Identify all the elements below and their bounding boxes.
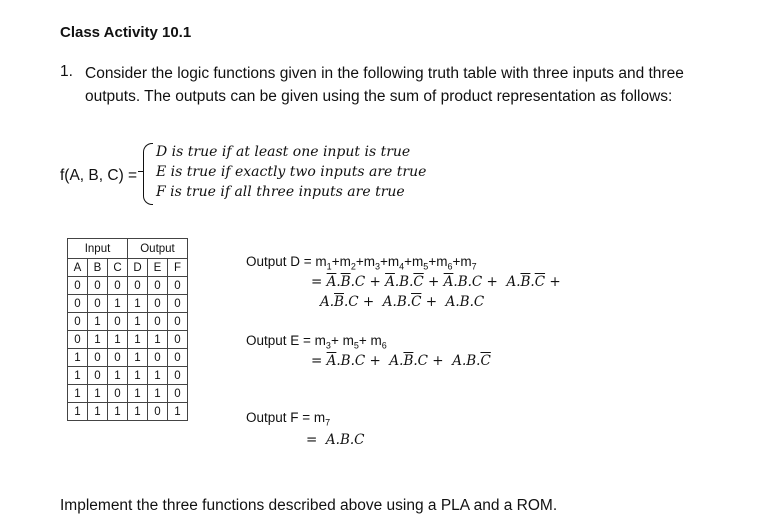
table-cell: 1	[148, 331, 168, 349]
table-cell: 0	[148, 277, 168, 295]
table-cell: 0	[148, 295, 168, 313]
case-f: F is true if all three inputs are true	[156, 184, 405, 200]
table-row	[68, 403, 188, 421]
table-cell: 1	[108, 367, 128, 385]
activity-title: Class Activity 10.1	[60, 24, 192, 41]
minterm-index: 6	[447, 261, 453, 272]
table-cell: 1	[148, 367, 168, 385]
table-cell: 0	[68, 331, 88, 349]
table-cell: 0	[168, 295, 188, 313]
question-number: 1.	[60, 63, 73, 80]
table-row	[68, 277, 188, 295]
output-d-expansion-line1: = $\overline{A}.\overline{B}.C + \overline{A}.B.\overline{C} + \overline{A}.B.C + A.\overline{B}.\overline{C}$ +	[311, 274, 561, 290]
table-row	[68, 385, 188, 403]
table-cell: 0	[88, 367, 108, 385]
minterm-symbol: m	[342, 333, 354, 348]
table-cell: 0	[68, 313, 88, 331]
table-cell: 1	[88, 385, 108, 403]
plus-sign: +	[331, 254, 340, 269]
table-cell: 0	[168, 277, 188, 295]
minterm-index: 1	[326, 261, 332, 272]
table-cell: 1	[128, 349, 148, 367]
output-d-expansion-line2: $A.\overline{B}.C + A.B.\overline{C} + A.B.C$	[320, 294, 485, 310]
column-header-f: F	[168, 259, 188, 277]
case-e: E is true if exactly two inputs are true	[156, 164, 427, 180]
table-cell: 0	[88, 349, 108, 367]
table-cell: 0	[108, 277, 128, 295]
column-header-row	[68, 259, 188, 277]
input-group-header: Input	[68, 239, 128, 259]
table-row	[68, 331, 188, 349]
table-row	[68, 349, 188, 367]
output-e-expansion: = $\overline{A}.B.C + A.\overline{B}.C + A.B.\overline{C}$	[311, 353, 491, 369]
table-cell: 1	[88, 331, 108, 349]
table-row	[68, 295, 188, 313]
table-cell: 0	[88, 295, 108, 313]
column-header-b: B	[88, 259, 108, 277]
column-header-a: A	[68, 259, 88, 277]
function-label: f(A, B, C) =	[60, 167, 138, 184]
plus-sign: +	[428, 254, 437, 269]
plus-sign: +	[404, 254, 413, 269]
table-cell: 0	[168, 313, 188, 331]
table-cell: 1	[68, 367, 88, 385]
output-d-label: Output D =	[246, 254, 316, 269]
plus-sign: +	[355, 254, 364, 269]
minterm-index: 7	[471, 261, 477, 272]
minterm-index: 3	[374, 261, 380, 272]
minterm-index: 5	[423, 261, 429, 272]
minterm-symbol: m	[387, 254, 400, 269]
output-d-minterms	[315, 254, 477, 272]
table-cell: 1	[68, 385, 88, 403]
column-header-d: D	[128, 259, 148, 277]
table-cell: 0	[148, 313, 168, 331]
output-f-equation	[246, 410, 330, 428]
output-e-equation	[246, 333, 387, 351]
plus-sign: +	[452, 254, 461, 269]
plus-sign: +	[380, 254, 388, 269]
table-cell: 0	[68, 295, 88, 313]
table-cell: 1	[128, 403, 148, 421]
table-row	[68, 367, 188, 385]
table-row	[68, 313, 188, 331]
table-cell: 1	[108, 295, 128, 313]
output-e-label: Output E =	[246, 333, 315, 348]
table-cell: 1	[148, 385, 168, 403]
truth-table-body	[68, 277, 188, 421]
minterm-symbol: m	[412, 254, 424, 269]
table-cell: 0	[88, 277, 108, 295]
output-f-expansion: = A.B.C	[306, 432, 365, 448]
table-cell: 0	[108, 313, 128, 331]
output-f-label: Output F =	[246, 410, 314, 425]
table-cell: 1	[128, 367, 148, 385]
table-cell: 1	[108, 331, 128, 349]
minterm-index: 6	[381, 340, 387, 351]
table-cell: 0	[148, 349, 168, 367]
table-cell: 0	[168, 367, 188, 385]
truth-table	[67, 238, 188, 421]
table-cell: 1	[128, 385, 148, 403]
table-cell: 1	[68, 349, 88, 367]
table-cell: 0	[128, 277, 148, 295]
output-group-header: Output	[128, 239, 188, 259]
table-cell: 1	[88, 313, 108, 331]
table-cell: 0	[108, 349, 128, 367]
table-cell: 0	[168, 331, 188, 349]
minterm-symbol: m	[314, 333, 326, 348]
task-instruction: Implement the three functions described above using a PLA and a ROM.	[60, 497, 558, 514]
column-header-e: E	[148, 259, 168, 277]
minterm-index: 3	[325, 340, 331, 351]
case-d: D is true if at least one input is true	[156, 144, 411, 160]
minterm-symbol: m	[363, 254, 375, 269]
table-cell: 0	[168, 349, 188, 367]
table-cell: 0	[68, 277, 88, 295]
minterm-symbol: m	[313, 410, 326, 425]
minterm-index: 5	[353, 340, 359, 351]
output-f-minterms	[313, 410, 331, 428]
table-cell: 0	[168, 385, 188, 403]
column-header-c: C	[108, 259, 128, 277]
plus-sign: +	[330, 333, 343, 348]
table-cell: 0	[148, 403, 168, 421]
left-brace-tip	[138, 171, 144, 172]
minterm-index: 2	[350, 261, 356, 272]
table-cell: 1	[128, 331, 148, 349]
table-cell: 1	[88, 403, 108, 421]
output-e-minterms	[314, 333, 387, 351]
table-cell: 0	[108, 385, 128, 403]
minterm-symbol: m	[339, 254, 351, 269]
minterm-index: 4	[399, 261, 405, 272]
table-cell: 1	[168, 403, 188, 421]
table-cell: 1	[68, 403, 88, 421]
minterm-symbol: m	[460, 254, 472, 269]
question-text: Consider the logic functions given in the following truth table with three inputs and three outputs. The outputs can be given using the sum of product representation as follows:	[85, 65, 684, 105]
output-d-equation	[246, 254, 477, 272]
minterm-symbol: m	[315, 254, 327, 269]
table-cell: 1	[108, 403, 128, 421]
plus-sign: +	[358, 333, 371, 348]
left-brace	[143, 143, 153, 205]
minterm-symbol: m	[370, 333, 382, 348]
table-cell: 1	[128, 295, 148, 313]
minterm-symbol: m	[436, 254, 448, 269]
minterm-index: 7	[325, 417, 331, 428]
table-cell: 1	[128, 313, 148, 331]
